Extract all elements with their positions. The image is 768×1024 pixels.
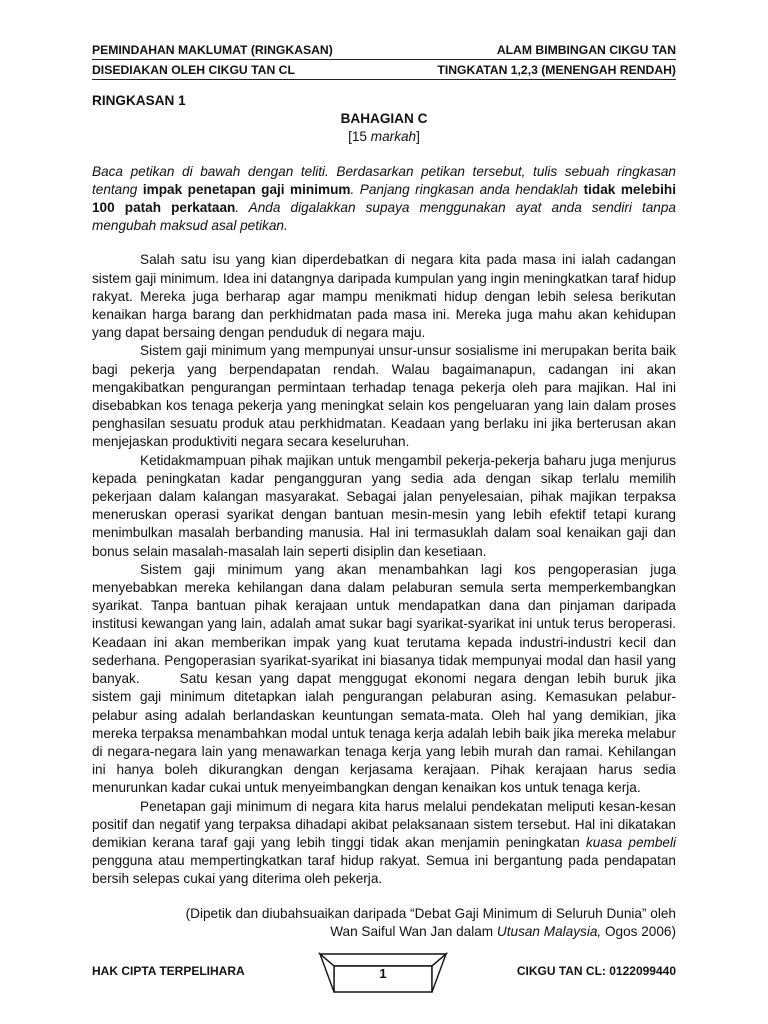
passage-paragraph-4 bbox=[92, 561, 676, 798]
page-header bbox=[92, 42, 676, 80]
passage bbox=[92, 251, 676, 888]
passage-paragraph-4b: Satu kesan yang dapat menggugat ekonomi negara dengan lebih buruk jika sistem gaji minimum ditetapkan ialah pengurangan pelaburan asing. Kemasukan pelabur-pelabur asing adalah berlandaskan keuntungan semata-mata. Oleh hal yang demikian, jika mereka terpaksa menambahkan modal untuk tenaga kerja adalah lebih baik jika mereka melabur di negara-negara lain yang menawarkan tenaga kerja yang lebih murah dan ramai. Kehilangan ini hanya boleh dikurangkan dengan kerjasama kerajaan. Pihak kerajaan harus sedia menurunkan kadar cukai untuk menyeimbangkan dengan kenaikan kos untuk tenaga kerja. bbox=[92, 671, 676, 796]
source-citation bbox=[92, 905, 676, 941]
footer-contact: CIKGU TAN CL: 0122099440 bbox=[516, 964, 676, 978]
header-top-right: ALAM BIMBINGAN CIKGU TAN bbox=[496, 43, 676, 57]
section-title: BAHAGIAN C bbox=[340, 111, 428, 127]
header-row-bottom bbox=[92, 60, 676, 78]
source-line-1: (Dipetik dan diubahsuaikan daripada “Debat Gaji Minimum di Seluruh Dunia” oleh bbox=[185, 905, 676, 921]
passage-paragraph-3: Ketidakmampuan pihak majikan untuk mengambil pekerja-pekerja baharu juga menjurus kepada peningkatan kadar pengangguran yang sedia ada dengan sikap terlalu memilih pekerjaan dalam kalangan masyarakat. Sebagai jalan penyelesaian, pihak majikan terpaksa meneruskan operasi syarikat dengan bantuan mesin-mesin yang lebih efektif tetapi kurang menimbulkan masalah berbanding manusia. Hal ini termasuklah dalam soal kenaikan gaji dan bonus selain masalah-masalah lain seperti disiplin dan kesetiaan. bbox=[92, 452, 676, 559]
marks-open: [15 bbox=[348, 129, 371, 145]
marks-label bbox=[92, 128, 676, 146]
passage-paragraph-5b: pengguna atau mempertingkatkan taraf hidup rakyat. Semua ini bergantung pada pendapatan bersih selepas cukai yang diterima oleh pekerja. bbox=[92, 853, 676, 887]
instructions-text-3: . Anda digalakkan supaya menggunakan ayat anda sendiri tanpa mengubah maksud asal petikan. bbox=[92, 200, 676, 234]
page-content bbox=[92, 92, 676, 941]
header-top-left: PEMINDAHAN MAKLUMAT (RINGKASAN) bbox=[92, 43, 333, 57]
source-publication: Utusan Malaysia, bbox=[496, 923, 602, 939]
instructions-limit: tidak melebihi 100 patah perkataan bbox=[92, 181, 676, 216]
instructions-text-1: Baca petikan di bawah dengan teliti. Berdasarkan petikan tersebut, tulis sebuah ringkasan tentang bbox=[92, 163, 676, 197]
source-author: Wan Saiful Wan Jan dalam bbox=[330, 923, 497, 939]
exercise-title: RINGKASAN 1 bbox=[92, 93, 186, 108]
instructions-text-2: . Panjang ringkasan anda hendaklah bbox=[350, 181, 584, 197]
passage-paragraph-2: Sistem gaji minimum yang mempunyai unsur-unsur sosialisme ini merupakan berita baik bagi pekerja yang berpendapatan rendah. Walau bagaimanapun, cadangan ini akan mengakibatkan pengurangan permintaan terhadap tenaga pekerja oleh para majikan. Hal ini disebabkan kos tenaga pekerja yang meningkat selain kos pengeluaran yang lain dalam proses penghasilan sesuatu produk atau perkhidmatan. Keadaan yang berlaku ini jika berterusan akan menjejaskan produktiviti negara secara keseluruhan. bbox=[92, 343, 676, 450]
page-number: 1 bbox=[379, 966, 387, 981]
passage-paragraph-4a: Sistem gaji minimum yang akan menambahkan lagi kos pengoperasian juga menyebabkan mereka kehilangan dana dalam pelaburan semula serta memperkembangkan syarikat. Tanpa bantuan pihak kerajaan untuk mendapatkan dana dan pinjaman daripada institusi kewangan yang lain, adalah amat sukar bagi syarikat-syarikat ini untuk terus beroperasi. Keadaan ini akan memberikan impak yang kuat terutama kepada industri-industri kecil dan sederhana. Pengoperasian syarikat-syarikat ini biasanya tidak mempunyai modal dan hasil yang banyak. bbox=[92, 561, 676, 687]
page-footer bbox=[92, 962, 676, 1012]
instructions-topic: impak penetapan gaji minimum bbox=[142, 181, 351, 197]
header-bottom-left: DISEDIAKAN OLEH CIKGU TAN CL bbox=[92, 63, 295, 77]
instructions bbox=[92, 163, 676, 236]
source-date: Ogos 2006) bbox=[601, 923, 676, 939]
passage-paragraph-5a: Penetapan gaji minimum di negara kita harus melalui pendekatan meliputi kesan-kesan positif dan negatif yang terpaksa dihadapi akibat pelaksanaan sistem tersebut. Hal ini dikatakan demikian kerana taraf gaji yang lebih tinggi tidak akan menjamin peningkatan bbox=[92, 798, 676, 850]
marks-word: markah bbox=[370, 129, 417, 145]
passage-paragraph-5 bbox=[92, 798, 676, 889]
header-row-top bbox=[92, 42, 676, 60]
header-bottom-right: TINGKATAN 1,2,3 (MENENGAH RENDAH) bbox=[437, 63, 676, 77]
footer-copyright: HAK CIPTA TERPELIHARA bbox=[92, 964, 245, 978]
header-divider bbox=[92, 79, 676, 80]
passage-emphasis: kuasa pembeli bbox=[585, 834, 677, 850]
page-number-ribbon bbox=[318, 952, 448, 996]
passage-paragraph-1: Salah satu isu yang kian diperdebatkan di negara kita pada masa ini ialah cadangan sistem gaji minimum. Idea ini datangnya daripada kumpulan yang ingin meningkatkan taraf hidup rakyat. Mereka juga berharap agar mampu menikmati hidup dengan lebih selesa berikutan kenaikan harga barang dan perkhidmatan pada masa ini. Mereka juga mahu akan kehidupan yang dapat bersaing dengan penduduk di negara maju. bbox=[92, 252, 676, 341]
source-line-2 bbox=[92, 923, 676, 941]
marks-close: ] bbox=[416, 129, 420, 145]
